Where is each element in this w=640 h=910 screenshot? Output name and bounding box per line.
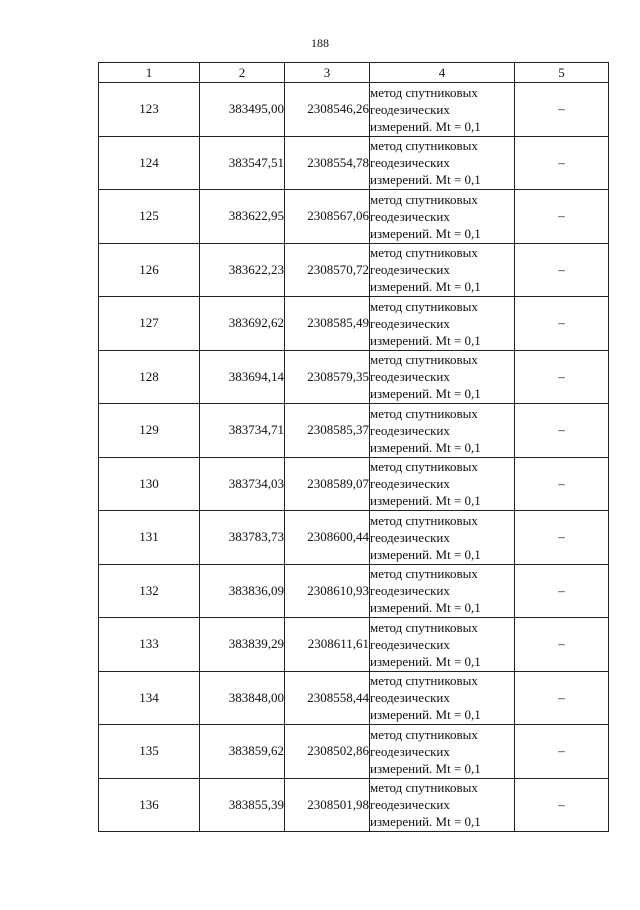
table-row (99, 190, 609, 244)
method-line: измерений. Mt = 0,1 (370, 546, 481, 562)
y-coordinate-cell: 2308502,86 (285, 725, 370, 779)
method-line: метод спутниковых (370, 245, 478, 261)
point-number-cell: 126 (99, 243, 200, 297)
method-line: метод спутниковых (370, 405, 478, 421)
y-coordinate-cell: 2308611,61 (285, 618, 370, 672)
y-coordinate-cell: 2308585,37 (285, 404, 370, 458)
point-number-cell: 133 (99, 618, 200, 672)
method-line: измерений. Mt = 0,1 (370, 332, 481, 348)
method-cell (370, 618, 515, 672)
table-row (99, 564, 609, 618)
method-line: измерений. Mt = 0,1 (370, 707, 481, 723)
method-line: геодезических (370, 262, 450, 278)
table-row (99, 83, 609, 137)
method-line: геодезических (370, 422, 450, 438)
x-coordinate-cell: 383848,00 (200, 671, 285, 725)
method-line: измерений. Mt = 0,1 (370, 118, 481, 134)
point-number-cell: 129 (99, 404, 200, 458)
method-line: измерений. Mt = 0,1 (370, 279, 481, 295)
table-row (99, 297, 609, 351)
table-row (99, 671, 609, 725)
point-number-cell: 127 (99, 297, 200, 351)
method-line: измерений. Mt = 0,1 (370, 386, 481, 402)
method-cell (370, 725, 515, 779)
y-coordinate-cell: 2308554,78 (285, 136, 370, 190)
note-cell: – (515, 350, 609, 404)
table-body (99, 83, 609, 832)
method-line: геодезических (370, 155, 450, 171)
method-line: метод спутниковых (370, 138, 478, 154)
method-line: метод спутниковых (370, 780, 478, 796)
point-number-cell: 123 (99, 83, 200, 137)
note-cell: – (515, 618, 609, 672)
method-cell (370, 511, 515, 565)
method-line: геодезических (370, 101, 450, 117)
note-cell: – (515, 243, 609, 297)
x-coordinate-cell: 383734,71 (200, 404, 285, 458)
method-line: геодезических (370, 315, 450, 331)
y-coordinate-cell: 2308579,35 (285, 350, 370, 404)
table-row (99, 618, 609, 672)
table-row (99, 457, 609, 511)
point-number-cell: 131 (99, 511, 200, 565)
note-cell: – (515, 190, 609, 244)
table-row (99, 243, 609, 297)
x-coordinate-cell: 383855,39 (200, 778, 285, 832)
column-header: 2 (200, 63, 285, 83)
method-line: измерений. Mt = 0,1 (370, 760, 481, 776)
note-cell: – (515, 457, 609, 511)
method-cell (370, 404, 515, 458)
column-header: 4 (370, 63, 515, 83)
y-coordinate-cell: 2308589,07 (285, 457, 370, 511)
method-cell (370, 457, 515, 511)
point-number-cell: 132 (99, 564, 200, 618)
y-coordinate-cell: 2308546,26 (285, 83, 370, 137)
y-coordinate-cell: 2308585,49 (285, 297, 370, 351)
note-cell: – (515, 83, 609, 137)
x-coordinate-cell: 383734,03 (200, 457, 285, 511)
method-line: метод спутниковых (370, 619, 478, 635)
note-cell: – (515, 564, 609, 618)
method-line: метод спутниковых (370, 84, 478, 100)
note-cell: – (515, 671, 609, 725)
method-line: геодезических (370, 797, 450, 813)
note-cell: – (515, 725, 609, 779)
method-line: геодезических (370, 743, 450, 759)
method-line: геодезических (370, 583, 450, 599)
method-line: измерений. Mt = 0,1 (370, 172, 481, 188)
table-row (99, 511, 609, 565)
x-coordinate-cell: 383836,09 (200, 564, 285, 618)
coordinates-table (98, 62, 609, 832)
method-cell (370, 297, 515, 351)
method-line: геодезических (370, 529, 450, 545)
page-number: 188 (311, 36, 329, 50)
method-line: метод спутниковых (370, 566, 478, 582)
method-line: измерений. Mt = 0,1 (370, 493, 481, 509)
table-row (99, 136, 609, 190)
method-cell (370, 83, 515, 137)
x-coordinate-cell: 383495,00 (200, 83, 285, 137)
method-line: геодезических (370, 208, 450, 224)
x-coordinate-cell: 383622,23 (200, 243, 285, 297)
y-coordinate-cell: 2308558,44 (285, 671, 370, 725)
y-coordinate-cell: 2308600,44 (285, 511, 370, 565)
x-coordinate-cell: 383622,95 (200, 190, 285, 244)
method-line: метод спутниковых (370, 298, 478, 314)
method-line: метод спутниковых (370, 459, 478, 475)
method-line: метод спутниковых (370, 726, 478, 742)
note-cell: – (515, 136, 609, 190)
point-number-cell: 125 (99, 190, 200, 244)
method-cell (370, 136, 515, 190)
method-line: геодезических (370, 476, 450, 492)
y-coordinate-cell: 2308567,06 (285, 190, 370, 244)
x-coordinate-cell: 383839,29 (200, 618, 285, 672)
method-line: измерений. Mt = 0,1 (370, 600, 481, 616)
column-header: 5 (515, 63, 609, 83)
method-cell (370, 350, 515, 404)
method-line: измерений. Mt = 0,1 (370, 814, 481, 830)
method-cell (370, 243, 515, 297)
table-header-row (99, 63, 609, 83)
point-number-cell: 136 (99, 778, 200, 832)
note-cell: – (515, 297, 609, 351)
table-row (99, 350, 609, 404)
method-line: геодезических (370, 369, 450, 385)
method-cell (370, 564, 515, 618)
point-number-cell: 128 (99, 350, 200, 404)
x-coordinate-cell: 383692,62 (200, 297, 285, 351)
x-coordinate-cell: 383547,51 (200, 136, 285, 190)
method-line: геодезических (370, 690, 450, 706)
point-number-cell: 134 (99, 671, 200, 725)
method-cell (370, 778, 515, 832)
method-line: метод спутниковых (370, 191, 478, 207)
point-number-cell: 135 (99, 725, 200, 779)
table-row (99, 404, 609, 458)
y-coordinate-cell: 2308570,72 (285, 243, 370, 297)
note-cell: – (515, 511, 609, 565)
note-cell: – (515, 404, 609, 458)
method-line: метод спутниковых (370, 352, 478, 368)
method-line: метод спутниковых (370, 673, 478, 689)
method-line: измерений. Mt = 0,1 (370, 439, 481, 455)
x-coordinate-cell: 383694,14 (200, 350, 285, 404)
table-row (99, 725, 609, 779)
method-line: измерений. Mt = 0,1 (370, 653, 481, 669)
method-line: геодезических (370, 636, 450, 652)
table-row (99, 778, 609, 832)
column-header: 1 (99, 63, 200, 83)
y-coordinate-cell: 2308501,98 (285, 778, 370, 832)
method-line: метод спутниковых (370, 512, 478, 528)
y-coordinate-cell: 2308610,93 (285, 564, 370, 618)
method-cell (370, 190, 515, 244)
point-number-cell: 130 (99, 457, 200, 511)
method-cell (370, 671, 515, 725)
x-coordinate-cell: 383783,73 (200, 511, 285, 565)
method-line: измерений. Mt = 0,1 (370, 225, 481, 241)
x-coordinate-cell: 383859,62 (200, 725, 285, 779)
column-header: 3 (285, 63, 370, 83)
note-cell: – (515, 778, 609, 832)
point-number-cell: 124 (99, 136, 200, 190)
